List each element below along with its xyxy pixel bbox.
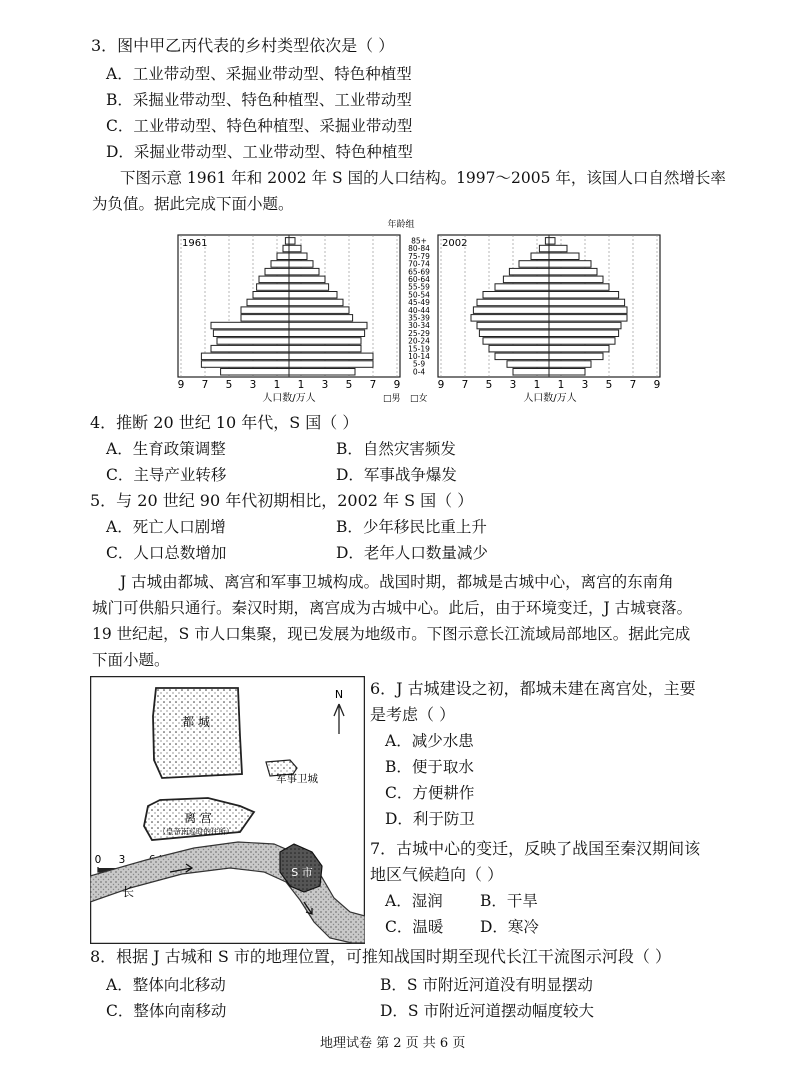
q3-option-a: A．工业带动型、采掘业带动型、特色种植型 (106, 65, 412, 83)
scale-0: 0 (94, 854, 102, 866)
bar-male-5-9 (201, 361, 289, 368)
bar-female-65-69 (289, 268, 319, 275)
bar-male-60-64 (503, 276, 549, 283)
tick-label: 3 (321, 379, 329, 391)
bar-female-25-29 (549, 330, 619, 337)
pyramid-title: 年龄组 (387, 220, 415, 230)
bar-male-20-24 (217, 338, 289, 345)
bar-male-85+ (545, 238, 549, 245)
q7-option-d: D．寒冷 (480, 918, 539, 936)
tick-label: 7 (461, 379, 469, 391)
s-city-label: S 市 (291, 866, 313, 879)
q8-option-c: C．整体向南移动 (106, 1002, 227, 1020)
bar-male-50-54 (483, 292, 549, 299)
q7-option-c: C．温暖 (385, 918, 444, 936)
age-label: 25-29 (408, 328, 430, 338)
bar-male-80-84 (283, 245, 289, 252)
q4-option-a: A．生育政策调整 (106, 440, 226, 458)
intro1-line1: 下图示意 1961 年和 2002 年 S 国的人口结构。1997～2005 年，该国人口自然增长率 (120, 169, 726, 187)
tick-label: 7 (629, 379, 637, 391)
q7-option-b: B．干旱 (480, 892, 538, 910)
left-ticks (178, 379, 401, 391)
bar-male-25-29 (479, 330, 549, 337)
intro2-line2: 城门可供船只通行。秦汉时期，离宫成为古城中心。此后，由于环境变迁，J 古城衰落。 (92, 599, 693, 617)
bar-female-30-34 (549, 322, 621, 329)
bar-male-80-84 (539, 245, 549, 252)
age-label: 10-14 (408, 352, 430, 361)
q4-stem: 4．推断 20 世纪 10 年代，S 国（ ） (90, 413, 359, 432)
bar-female-55-59 (289, 284, 329, 291)
q5-option-a: A．死亡人口剧增 (106, 518, 226, 536)
age-label: 70-74 (408, 259, 430, 269)
bar-male-70-74 (271, 261, 289, 268)
bar-female-70-74 (289, 261, 313, 268)
bar-female-30-34 (289, 322, 367, 329)
military-label: 军事卫城 (276, 773, 318, 785)
tick-label: 7 (201, 379, 209, 391)
bar-male-55-59 (257, 284, 289, 291)
bar-female-60-64 (549, 276, 603, 283)
q8-option-a: A．整体向北移动 (106, 976, 226, 994)
q8-option-b: B．S 市附近河道没有明显摆动 (380, 976, 593, 994)
capital-label: 都 城 (182, 715, 210, 729)
age-label: 0-4 (412, 367, 426, 377)
bar-male-30-34 (477, 322, 549, 329)
bar-female-20-24 (289, 338, 361, 345)
bar-male-5-9 (507, 361, 549, 368)
bar-female-10-14 (289, 353, 373, 360)
age-label: 65-69 (408, 267, 430, 277)
bar-female-80-84 (289, 245, 301, 252)
bar-female-10-14 (549, 353, 603, 360)
q3-option-c: C．工业带动型、特色种植型、采掘业带动型 (106, 117, 413, 135)
q3-option-d: D．采掘业带动型、工业带动型、特色种植型 (106, 143, 413, 161)
bar-female-85+ (289, 238, 295, 245)
bar-female-50-54 (549, 292, 619, 299)
bar-female-45-49 (289, 299, 343, 306)
tick-label: 3 (581, 379, 589, 391)
bar-male-10-14 (201, 353, 289, 360)
bar-female-15-19 (289, 345, 361, 352)
age-label: 20-24 (408, 336, 430, 346)
q3-stem: 3．图中甲乙丙代表的乡村类型依次是（ ） (91, 36, 395, 55)
bar-female-5-9 (549, 361, 591, 368)
q7-stem-1: 7．古城中心的变迁，反映了战国至秦汉期间该 (370, 839, 701, 858)
q4-option-b: B．自然灾害频发 (336, 440, 456, 458)
scale-3: 3 (118, 854, 126, 866)
q6-stem-1: 6．J 古城建设之初，都城未建在离宫处，主要 (370, 679, 696, 698)
bar-female-40-44 (289, 307, 349, 314)
q7-option-a: A．湿润 (385, 892, 443, 910)
legend-male: □男 (383, 394, 401, 404)
bar-male-75-79 (531, 253, 549, 260)
tick-label: 5 (485, 379, 493, 391)
left-bars (201, 238, 373, 375)
capital-area (153, 688, 242, 778)
age-label: 50-54 (408, 290, 430, 300)
bar-male-75-79 (277, 253, 289, 260)
q5-option-c: C．人口总数增加 (106, 544, 227, 562)
q6-stem-2: 是考虑（ ） (370, 705, 456, 724)
yangtze-map (90, 676, 365, 944)
tick-label: 1 (557, 379, 565, 391)
q7-stem-2: 地区气候趋向（ ） (370, 865, 504, 884)
age-label: 85+ (411, 236, 427, 246)
age-label: 80-84 (408, 244, 430, 254)
bar-male-45-49 (477, 299, 549, 306)
bar-female-15-19 (549, 345, 609, 352)
bar-male-65-69 (509, 268, 549, 275)
year-left: 1961 (182, 238, 208, 249)
right-ticks (438, 379, 661, 391)
bar-female-85+ (549, 238, 555, 245)
bar-female-75-79 (289, 253, 307, 260)
tick-label: 5 (225, 379, 233, 391)
tick-label: 3 (509, 379, 517, 391)
q5-option-b: B．少年移民比重上升 (336, 518, 487, 536)
q4-option-d: D．军事战争爆发 (336, 466, 457, 484)
q6-option-d: D．利于防卫 (385, 810, 475, 828)
tick-label: 9 (393, 379, 401, 391)
river-label: 长 (121, 885, 135, 899)
tick-label: 9 (177, 379, 185, 391)
intro2-line4: 下面小题。 (92, 651, 170, 669)
bar-male-45-49 (247, 299, 289, 306)
tick-label: 3 (249, 379, 257, 391)
bar-female-45-49 (549, 299, 625, 306)
q3-option-b: B．采掘业带动型、特色种植型、工业带动型 (106, 91, 412, 109)
bar-female-50-54 (289, 292, 337, 299)
tick-label: 1 (533, 379, 541, 391)
xlabel-right: 人口数/万人 (523, 393, 577, 404)
bar-male-85+ (285, 238, 289, 245)
tick-label: 7 (369, 379, 377, 391)
bar-female-35-39 (549, 315, 627, 322)
q6-option-b: B．便于取水 (385, 758, 474, 776)
bar-male-70-74 (519, 261, 549, 268)
bar-female-40-44 (549, 307, 627, 314)
tick-label: 5 (605, 379, 613, 391)
bar-male-40-44 (241, 307, 289, 314)
q8-stem: 8．根据 J 古城和 S 市的地理位置，可推知战国时期至现代长江干流图示河段（ ） (90, 947, 671, 966)
bar-female-35-39 (289, 315, 353, 322)
bar-male-65-69 (265, 268, 289, 275)
bar-female-80-84 (549, 245, 567, 252)
q5-stem: 5．与 20 世纪 90 年代初期相比，2002 年 S 国（ ） (90, 491, 474, 510)
age-label: 40-44 (408, 305, 430, 315)
legend-female: □女 (410, 394, 428, 404)
age-label: 15-19 (408, 344, 430, 354)
bar-female-65-69 (549, 268, 597, 275)
year-right: 2002 (442, 238, 468, 249)
bar-male-40-44 (473, 307, 549, 314)
intro2-line1: J 古城由都城、离宫和军事卫城构成。战国时期，都城是古城中心，离宫的东南角 (120, 573, 674, 591)
bar-female-60-64 (289, 276, 325, 283)
palace-note: （皇帝南巡时的住所） (158, 827, 234, 836)
bar-female-0-4 (549, 369, 585, 376)
bar-female-0-4 (289, 369, 355, 376)
bar-male-20-24 (483, 338, 549, 345)
bar-female-75-79 (549, 253, 579, 260)
tick-label: 9 (437, 379, 445, 391)
q6-option-c: C．方便耕作 (385, 784, 475, 802)
q5-option-d: D．老年人口数量减少 (336, 544, 488, 562)
bar-male-50-54 (253, 292, 289, 299)
intro2-line3: 19 世纪起，S 市人口集聚，现已发展为地级市。下图示意长江流域局部地区。据此完成 (92, 625, 691, 643)
age-label: 45-49 (408, 298, 430, 308)
q4-option-c: C．主导产业转移 (106, 466, 227, 484)
bar-male-25-29 (213, 330, 289, 337)
age-label: 75-79 (408, 251, 430, 261)
bar-male-15-19 (211, 345, 289, 352)
tick-label: 1 (273, 379, 281, 391)
bar-male-55-59 (495, 284, 549, 291)
bar-female-25-29 (289, 330, 365, 337)
xlabel-left: 人口数/万人 (262, 393, 316, 404)
bar-female-5-9 (289, 361, 373, 368)
q8-option-d: D．S 市附近河道摆动幅度较大 (380, 1002, 594, 1020)
tick-label: 1 (297, 379, 305, 391)
bar-female-55-59 (549, 284, 609, 291)
bar-male-0-4 (513, 369, 549, 376)
intro1-line2: 为负值。据此完成下面小题。 (92, 195, 294, 213)
bar-male-35-39 (241, 315, 289, 322)
bar-male-60-64 (259, 276, 289, 283)
bar-female-70-74 (549, 261, 591, 268)
bar-male-0-4 (221, 369, 289, 376)
bar-female-20-24 (549, 338, 615, 345)
tick-label: 5 (345, 379, 353, 391)
tick-label: 9 (653, 379, 661, 391)
bar-male-30-34 (211, 322, 289, 329)
q6-option-a: A．减少水患 (385, 732, 474, 750)
north-label: N (334, 688, 344, 701)
age-labels (408, 237, 430, 377)
bar-male-10-14 (495, 353, 549, 360)
age-label: 55-59 (408, 282, 430, 292)
age-label: 35-39 (408, 313, 430, 323)
age-label: 5-9 (412, 359, 426, 369)
bar-male-35-39 (471, 315, 549, 322)
population-pyramid-figure (170, 218, 670, 408)
age-label: 30-34 (408, 321, 430, 331)
bar-male-15-19 (489, 345, 549, 352)
page-footer: 地理试卷 第 2 页 共 6 页 (320, 1036, 466, 1051)
age-label: 60-64 (408, 275, 430, 284)
palace-label: 离 宫 (184, 811, 212, 825)
